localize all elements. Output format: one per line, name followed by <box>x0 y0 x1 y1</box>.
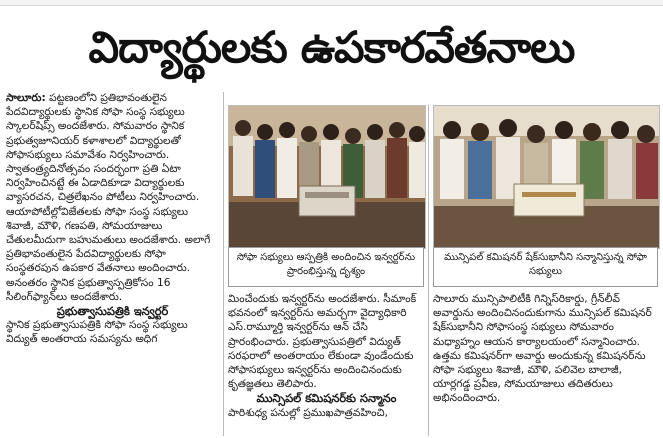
column-1-paragraph-2: స్థానిక ప్రభుత్వాసుపత్రికి సోఫా సంస్థ సభ్యులు విద్యుత్ అంతరాయ సమస్యను అధిగ <box>6 319 188 346</box>
column-divider <box>428 105 429 436</box>
column-2-paragraph-2: పారిశుధ్య పనుల్లో ప్రముఖపాత్రవహించి, <box>228 406 389 419</box>
column-divider <box>223 92 224 436</box>
subheading-hospital-inverter: ప్రభుత్వాసుపత్రికి ఇన్వర్టర్ <box>56 304 169 319</box>
photo-2-image <box>434 106 659 248</box>
photo-2-caption: మున్సిపల్ కమిషనర్ షేక్‌సుభానీని సన్మానిస్తున్న సోఫా సభ్యులు <box>433 247 658 287</box>
photo-inverter-inauguration <box>228 105 426 249</box>
article-column-2 <box>228 292 425 436</box>
column-2-paragraph-1: మించేందుకు ఇన్వర్టర్‌ను అందజేశారు. సీమాంక్ భవనంలో ఇన్వర్టర్‌ను అమర్చగా వైద్యాధికారి ఎస్.రామ్మూర్తి ఇన్వర్టర్‌ను ఆన్ చేసి ప్రారంభించారు. ప్రభుత్వాసుపత్రిలో విద్యుత్ సరఫరాలో అంతరాయం లేకుండా వుండేందుకు సోఫాసభ్యులు ఇన్వర్టర్‌ను అందించినందుకు కృతజ్ఞతలు తెలిపారు. <box>228 293 417 391</box>
column-3-paragraph-1: సాలూరు మున్సిపాలిటీకి గిన్నిస్‌రికార్డు, గ్రీన్‌లీవ్ అవార్డును అందించినందుకుగాను మున్సిపల్ కమిషనర్ షేక్‌సుభానీని సోఫాసంస్థ సభ్యులు సోమవారం మధ్యాహ్నం ఆయన కార్యాలయంలో సన్మానించారు. ఉత్తమ కమిషనర్‌గా అవార్డు అందుకున్న కమిషనర్‌ను సోఫా సభ్యులు శివాజీ, మౌళి, పలివెల బాలాజీ, యార్లగడ్డ ప్రవీణ, సోమయాజులు తదితరులు అభినందించారు. <box>433 293 652 405</box>
article-column-3 <box>433 292 658 436</box>
article-headline: విద్యార్థులకు ఉపకారవేతనాలు <box>88 23 575 73</box>
article-column-1 <box>6 91 219 436</box>
photo-1-image <box>229 106 425 248</box>
subheading-commissioner-felicitation: మున్సిపల్ కమిషనర్‌కు సన్మానం <box>256 391 397 406</box>
column-1-text-1: పట్టణంలోని ప్రతిభావంతులైన పేదవిద్యార్థులకు స్థానిక సోఫా సంస్థ సభ్యులు స్కాలర్‌షిప్స్ అందజేశారు. సోమవారం స్థానిక ప్రభుత్వజూనియర్ కళాశాలలో విద్యార్థులతో సోఫాసభ్యులు సమావేశం నిర్వహించారు. స్వాతంత్ర్యదినోత్సవం సందర్భంగా ప్రతి ఏటా నిర్వహించినట్టే ఈ ఏడాదికూడా విద్యార్థులకు వ్యాసరచన, చిత్రలేఖనం పోటీలు నిర్వహించారు. ఆయాపోటీల్లోవిజేతలకు సోఫా సంస్థ సభ్యులు శివాజీ, మౌళి, గణపతి, సోమయాజులు చేతులమీదుగా బహుమతులు అందజేశారు. అలాగే ప్రతిభావంతులైన పేదవిద్యార్థులకు సోఫా సంస్థతరపున ఉపకార వేతనాలు అందించారు. అనంతరం స్థానిక ప్రభుత్వాస్పత్రికోసం 16 సీలింగ్‌ఫ్యాన్‌లు అందజేశారు. <box>6 92 211 303</box>
photo-commissioner-felicitation <box>433 105 660 249</box>
dateline: సాలూరు: <box>6 92 46 104</box>
column-1-paragraph-1 <box>6 91 219 304</box>
photo-1-caption: సోఫా సభ్యులు ఆస్పత్రికి అందించిన ఇన్వర్టర్‌ను ప్రారంభిస్తున్న దృశ్యం <box>228 247 424 287</box>
